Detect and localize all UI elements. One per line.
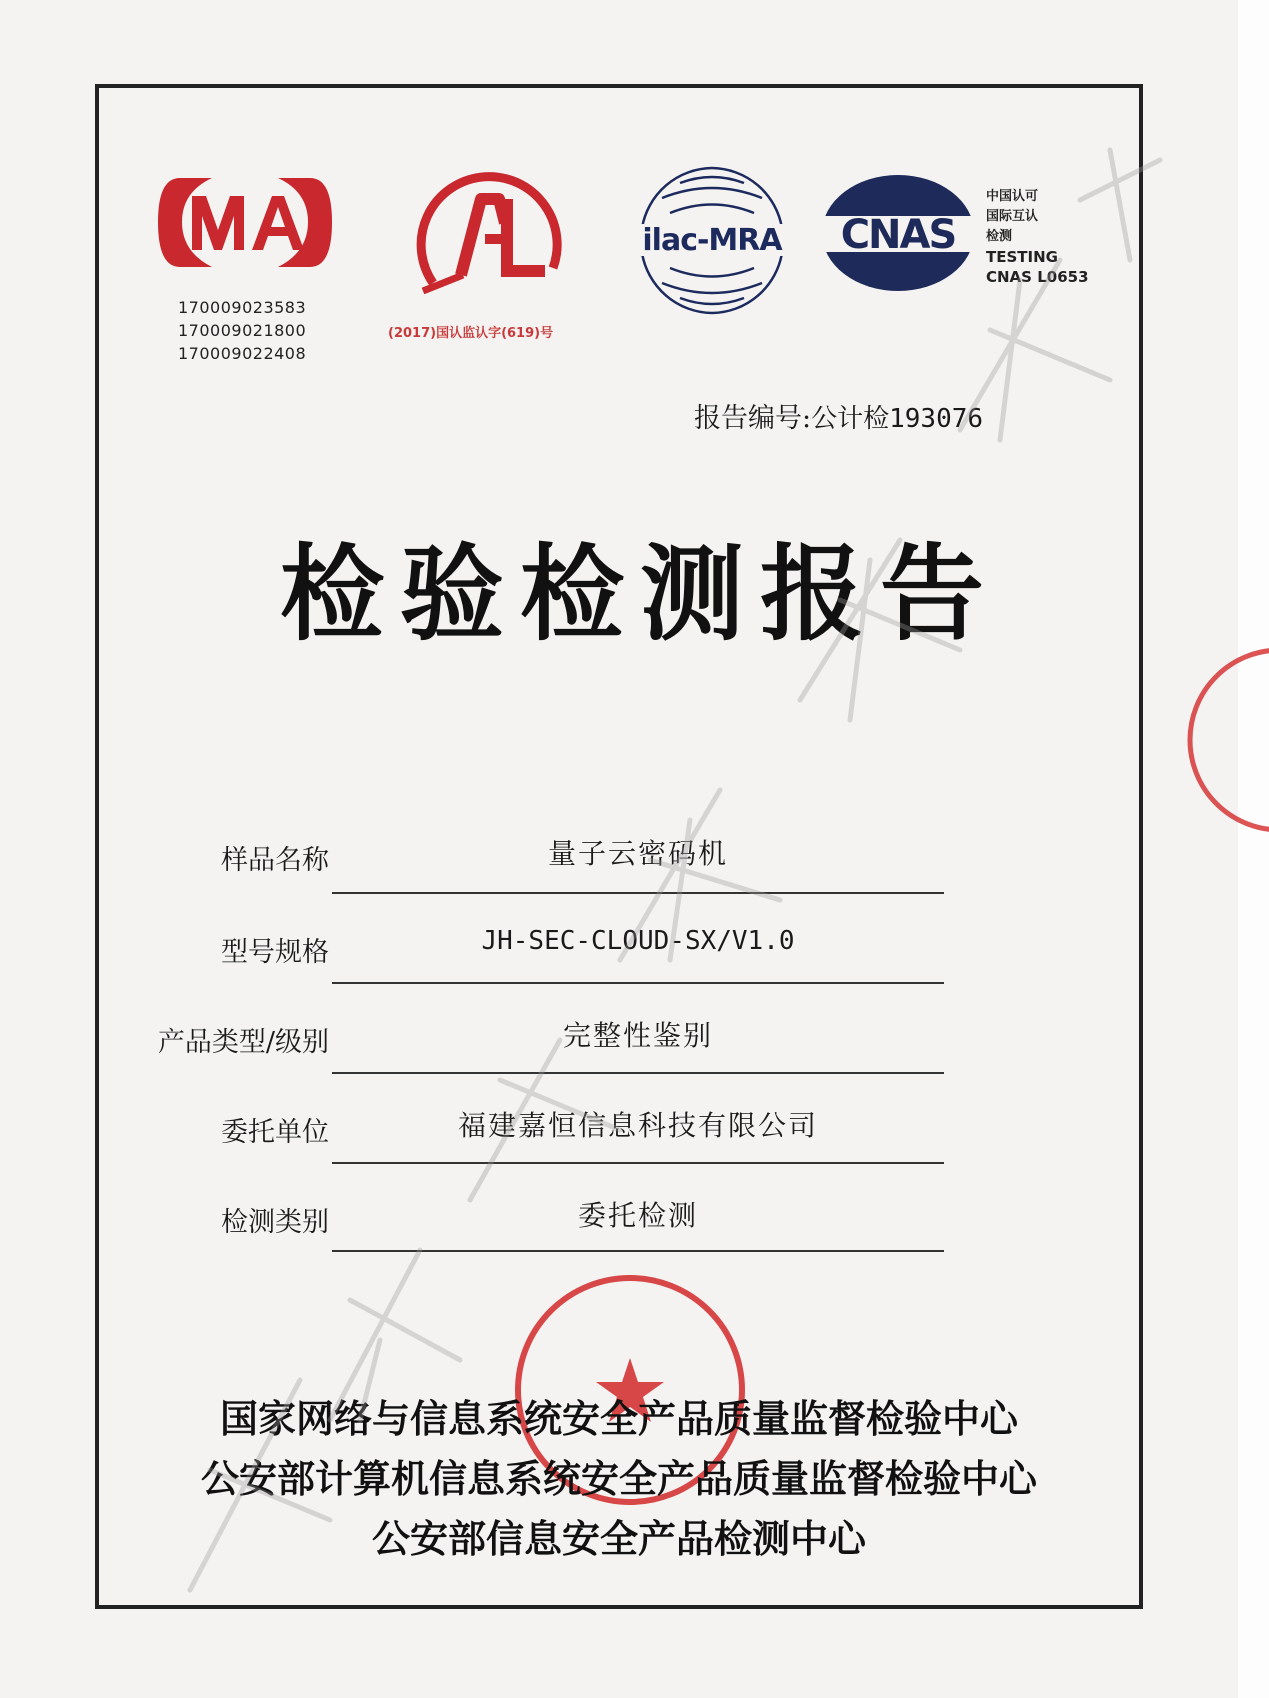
issuer-name: 国家网络与信息系统安全产品质量监督检验中心 — [219, 1396, 1018, 1441]
report-number-label: 报告编号: — [694, 403, 812, 434]
field-underline — [332, 1250, 944, 1252]
field-underline — [332, 1072, 944, 1074]
cnas-caption: 中国认可 — [986, 189, 1039, 204]
report-number — [694, 396, 983, 435]
cma-number: 170009022408 — [178, 344, 307, 363]
field-label-product-type: 产品类型/级别 — [157, 1027, 329, 1058]
cma-number: 170009021800 — [178, 321, 307, 340]
scan-edge — [1238, 0, 1269, 1698]
ilac-mra-logo-icon — [632, 158, 792, 323]
cnas-testing-label: TESTING — [986, 248, 1058, 266]
partial-seal-icon — [1170, 640, 1269, 840]
field-value-test-category: 委托检测 — [577, 1199, 698, 1232]
cal-license-number: (2017)国认监认字(619)号 — [388, 326, 554, 341]
report-number-value: 公计检193076 — [811, 404, 984, 434]
issuer-name: 公安部计算机信息系统安全产品质量监督检验中心 — [200, 1456, 1037, 1501]
field-value-client: 福建嘉恒信息科技有限公司 — [457, 1109, 818, 1142]
cnas-caption: 检测 — [986, 229, 1013, 244]
field-underline — [332, 1162, 944, 1164]
field-label-model: 型号规格 — [221, 937, 329, 968]
field-label-test-category: 检测类别 — [221, 1207, 329, 1238]
svg-text:ilac-MRA: ilac-MRA — [642, 223, 782, 258]
field-underline — [332, 892, 944, 894]
field-value-model: JH-SEC-CLOUD-SX/V1.0 — [481, 926, 795, 956]
cal-logo-icon — [403, 163, 573, 313]
field-label-client: 委托单位 — [221, 1117, 329, 1148]
field-value-product-type: 完整性鉴别 — [562, 1019, 713, 1052]
svg-text:CNAS: CNAS — [840, 212, 956, 258]
issuer-name: 公安部信息安全产品检测中心 — [371, 1516, 866, 1561]
field-underline — [332, 982, 944, 984]
cma-logo-icon — [150, 170, 340, 275]
cnas-accreditation-code: CNAS L0653 — [986, 268, 1089, 286]
cma-number: 170009023583 — [178, 298, 307, 317]
field-label-sample-name: 样品名称 — [221, 845, 329, 876]
document-title: 检验检测报告 — [280, 532, 1001, 655]
cnas-caption: 国际互认 — [986, 209, 1039, 224]
cnas-logo-icon — [818, 172, 978, 294]
field-value-sample-name: 量子云密码机 — [547, 837, 728, 870]
